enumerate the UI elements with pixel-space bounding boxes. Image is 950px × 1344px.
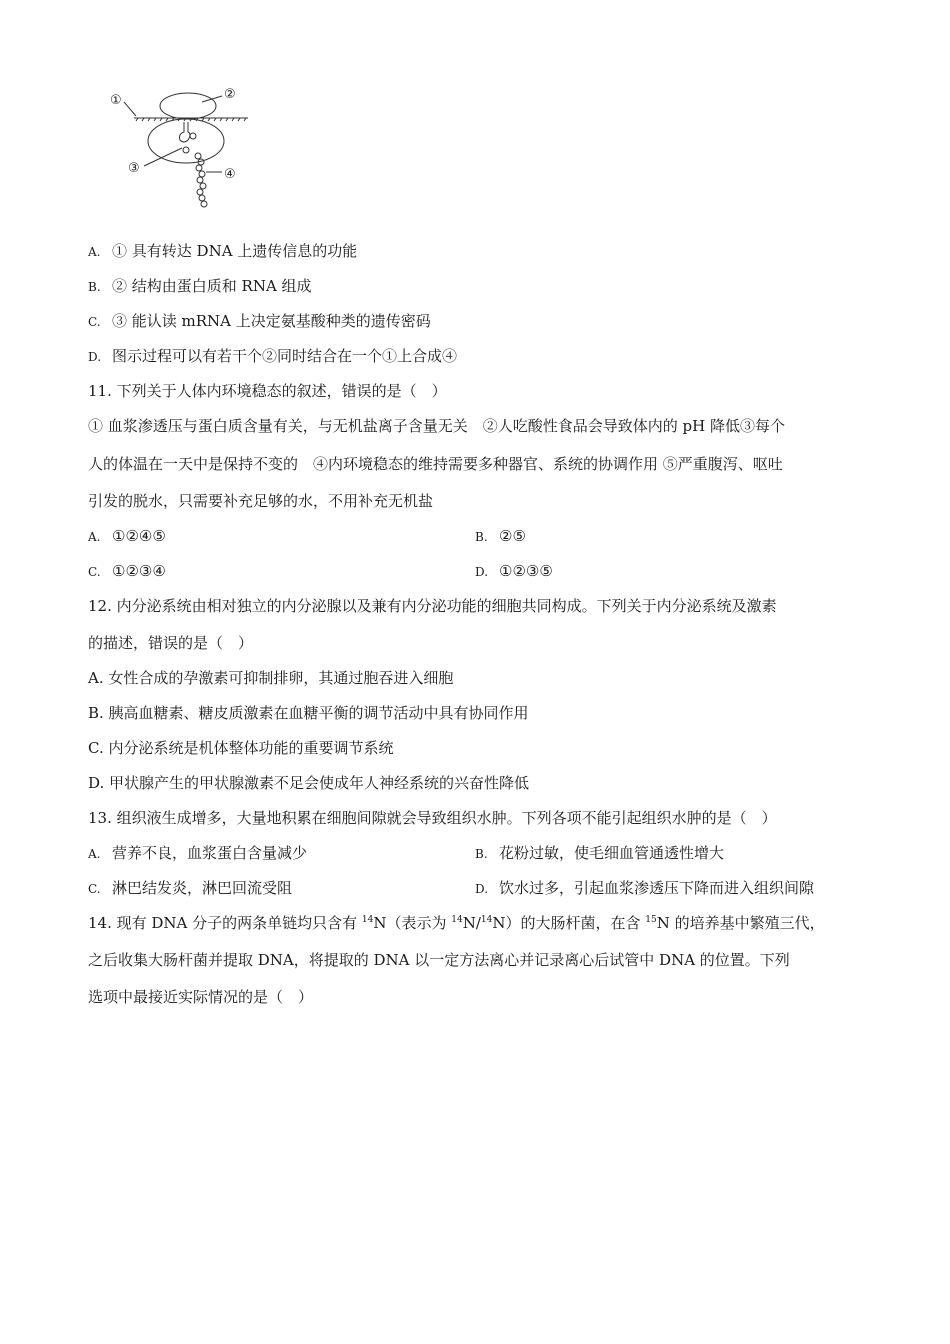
q12-stem: 12. 内分泌系统由相对独立的内分泌腺以及兼有内分泌功能的细胞共同构成。下列关于内分泌系统及激素 [88, 597, 777, 615]
q12-option-c: C. 内分泌系统是机体整体功能的重要调节系统 [88, 739, 394, 757]
small-subunit [160, 93, 216, 119]
q12-stem: 的描述，错误的是（ ） [88, 634, 254, 652]
q13-option-b: B. 花粉过敏，使毛细血管通透性增大 [475, 844, 725, 862]
q11-stem: 11. 下列关于人体内环境稳态的叙述，错误的是（ ） [88, 382, 447, 400]
q14-stem-line3: 选项中最接近实际情况的是（ ） [88, 988, 314, 1006]
q11-option-c: C. ①②③④ [88, 562, 166, 580]
q10-option-c: C. ③ 能认读 mRNA 上决定氨基酸种类的遗传密码 [88, 312, 431, 330]
trna-shape [180, 122, 191, 142]
q11-statement-line: ① 血浆渗透压与蛋白质含量有关，与无机盐离子含量无关 ②人吃酸性食品会导致体内的 pH 降低③每个 [88, 417, 785, 435]
q11-statement-line: 人的体温在一天中是保持不变的 ④内环境稳态的维持需要多种器官、系统的协调作用 ⑤严重腹泻、呕吐 [88, 455, 783, 473]
label-3: ③ [128, 161, 140, 176]
q13-option-d: D. 饮水过多，引起血浆渗透压下降而进入组织间隙 [475, 879, 815, 897]
q11-option-a: A. ①②④⑤ [88, 527, 166, 545]
q11-option-b: B. ②⑤ [475, 527, 526, 545]
q13-option-a: A. 营养不良，血浆蛋白含量减少 [88, 844, 308, 862]
q14-stem-line2: 之后收集大肠杆菌并提取 DNA，将提取的 DNA 以一定方法离心并记录离心后试管中 DNA 的位置。下列 [88, 951, 790, 969]
q13-option-c: C. 淋巴结发炎，淋巴回流受阻 [88, 879, 293, 897]
label-4: ④ [224, 167, 236, 182]
label-2: ② [224, 87, 236, 102]
label-1: ① [110, 93, 122, 108]
q12-option-d: D. 甲状腺产生的甲状腺激素不足会使成年人神经系统的兴奋性降低 [88, 774, 530, 792]
translation-diagram [100, 82, 250, 217]
q13-stem: 13. 组织液生成增多，大量地积累在细胞间隙就会导致组织水肿。下列各项不能引起组织水肿的是（ ） [88, 809, 777, 827]
q12-option-a: A. 女性合成的孕激素可抑制排卵，其通过胞吞进入细胞 [88, 669, 454, 687]
q11-option-d: D. ①②③⑤ [475, 562, 553, 580]
q10-option-b: B. ② 结构由蛋白质和 RNA 组成 [88, 277, 312, 295]
q10-option-d: D. 图示过程可以有若干个②同时结合在一个①上合成④ [88, 347, 458, 365]
q14-stem-line1: 14. 现有 DNA 分子的两条单链均只含有 $^{14}$N（表示为 $^{14}$N/$^{14}$N）的大肠杆菌，在含 $^{15}$N 的培养基中繁殖三代， [88, 914, 825, 932]
q10-option-a: A. ① 具有转达 DNA 上遗传信息的功能 [88, 242, 358, 260]
q12-option-b: B. 胰高血糖素、糖皮质激素在血糖平衡的调节活动中具有协同作用 [88, 704, 529, 722]
q11-statement-line: 引发的脱水，只需要补充足够的水，不用补充无机盐 [88, 492, 434, 510]
